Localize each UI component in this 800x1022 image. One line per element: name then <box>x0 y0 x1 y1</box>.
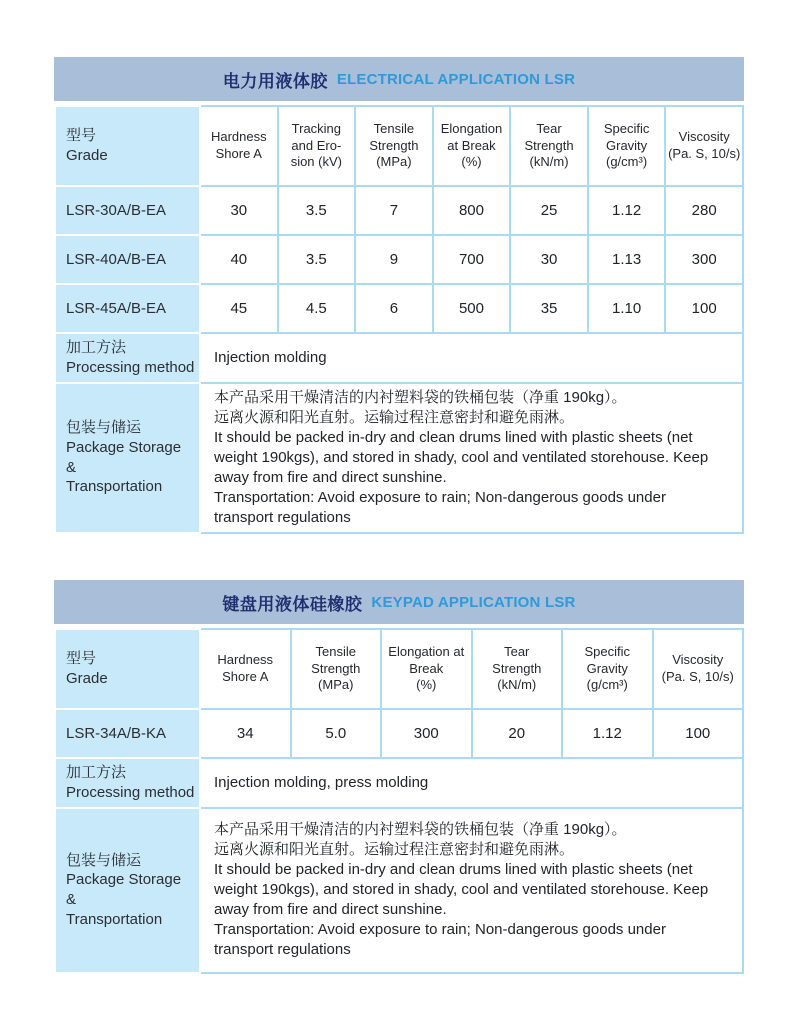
header-row <box>55 629 743 709</box>
column-header-viscosity: Viscosity (Pa. S, 10/s) <box>665 106 743 186</box>
value-cell: 6 <box>355 284 433 333</box>
electrical-table-title-bar <box>54 57 744 101</box>
value-cell: 1.10 <box>588 284 666 333</box>
value-cell: 30 <box>510 235 588 284</box>
value-cell: 1.12 <box>562 709 653 758</box>
processing-method-value: Injection molding <box>200 333 743 383</box>
value-cell: 20 <box>472 709 563 758</box>
value-cell: 40 <box>200 235 278 284</box>
column-header-elongation: Elongation at Break (%) <box>433 106 511 186</box>
processing-method-row <box>55 758 743 808</box>
column-header-tear-strength: Tear Strength (kN/m) <box>510 106 588 186</box>
value-cell: 100 <box>653 709 744 758</box>
table-row <box>55 186 743 235</box>
value-cell: 35 <box>510 284 588 333</box>
grade-cell: LSR-45A/B-EA <box>55 284 200 333</box>
value-cell: 45 <box>200 284 278 333</box>
package-storage-label: 包装与储运 Package Storage & Transportation <box>55 383 200 533</box>
value-cell: 500 <box>433 284 511 333</box>
electrical-spec-table <box>54 105 744 534</box>
package-storage-value: 本产品采用干燥清洁的内衬塑料袋的铁桶包装（净重 190kg）。 远离火源和阳光直射。运输过程注意密封和避免雨淋。 It should be packed in-dry and clean drums lined with plastic sheets (net weight 190kgs), and stored in shady, cool and ventilated storehouse. Keep away from fire and direct sunshine. Transportation: Avoid exposure to rain; Non-dangerous goods under transport regulations <box>200 383 743 533</box>
value-cell: 3.5 <box>278 186 356 235</box>
keypad-title-en: KEYPAD APPLICATION LSR <box>371 593 576 611</box>
column-header-tracking-erosion: Tracking and Ero- sion (kV) <box>278 106 356 186</box>
keypad-lsr-section <box>54 580 744 974</box>
value-cell: 4.5 <box>278 284 356 333</box>
value-cell: 5.0 <box>291 709 382 758</box>
value-cell: 7 <box>355 186 433 235</box>
package-storage-row <box>55 808 743 973</box>
grade-cell: LSR-40A/B-EA <box>55 235 200 284</box>
column-header-tear-strength: Tear Strength (kN/m) <box>472 629 563 709</box>
column-header-specific-gravity: Specific Gravity (g/cm³) <box>562 629 653 709</box>
column-header-hardness: Hardness Shore A <box>200 106 278 186</box>
processing-method-value: Injection molding, press molding <box>200 758 743 808</box>
header-row <box>55 106 743 186</box>
value-cell: 34 <box>200 709 291 758</box>
value-cell: 280 <box>665 186 743 235</box>
value-cell: 30 <box>200 186 278 235</box>
electrical-lsr-section <box>54 57 744 534</box>
electrical-title-en: ELECTRICAL APPLICATION LSR <box>336 70 576 88</box>
value-cell: 700 <box>433 235 511 284</box>
grade-column-header: 型号 Grade <box>55 106 200 186</box>
column-header-tensile-strength: Tensile Strength (MPa) <box>291 629 382 709</box>
grade-column-header: 型号 Grade <box>55 629 200 709</box>
grade-cell: LSR-30A/B-EA <box>55 186 200 235</box>
column-header-viscosity: Viscosity (Pa. S, 10/s) <box>653 629 744 709</box>
grade-cell: LSR-34A/B-KA <box>55 709 200 758</box>
processing-method-row <box>55 333 743 383</box>
value-cell: 1.12 <box>588 186 666 235</box>
value-cell: 25 <box>510 186 588 235</box>
electrical-title-zh: 电力用液体胶 <box>222 71 328 91</box>
value-cell: 1.13 <box>588 235 666 284</box>
package-storage-row <box>55 383 743 533</box>
value-cell: 300 <box>665 235 743 284</box>
value-cell: 100 <box>665 284 743 333</box>
table-row <box>55 235 743 284</box>
column-header-elongation: Elongation at Break (%) <box>381 629 472 709</box>
keypad-spec-table <box>54 628 744 974</box>
column-header-tensile-strength: Tensile Strength (MPa) <box>355 106 433 186</box>
keypad-title-zh: 键盘用液体硅橡胶 <box>222 594 363 614</box>
value-cell: 9 <box>355 235 433 284</box>
table-row <box>55 284 743 333</box>
table-row <box>55 709 743 758</box>
column-header-hardness: Hardness Shore A <box>200 629 291 709</box>
package-storage-label: 包装与储运 Package Storage & Transportation <box>55 808 200 973</box>
processing-method-label: 加工方法 Processing method <box>55 758 200 808</box>
package-storage-value: 本产品采用干燥清洁的内衬塑料袋的铁桶包装（净重 190kg）。 远离火源和阳光直射。运输过程注意密封和避免雨淋。 It should be packed in-dry and clean drums lined with plastic sheets (net weight 190kgs), and stored in shady, cool and ventilated storehouse. Keep away from fire and direct sunshine. Transportation: Avoid exposure to rain; Non-dangerous goods under transport regulations <box>200 808 743 973</box>
processing-method-label: 加工方法 Processing method <box>55 333 200 383</box>
column-header-specific-gravity: Specific Gravity (g/cm³) <box>588 106 666 186</box>
value-cell: 3.5 <box>278 235 356 284</box>
keypad-table-title-bar <box>54 580 744 624</box>
value-cell: 800 <box>433 186 511 235</box>
value-cell: 300 <box>381 709 472 758</box>
